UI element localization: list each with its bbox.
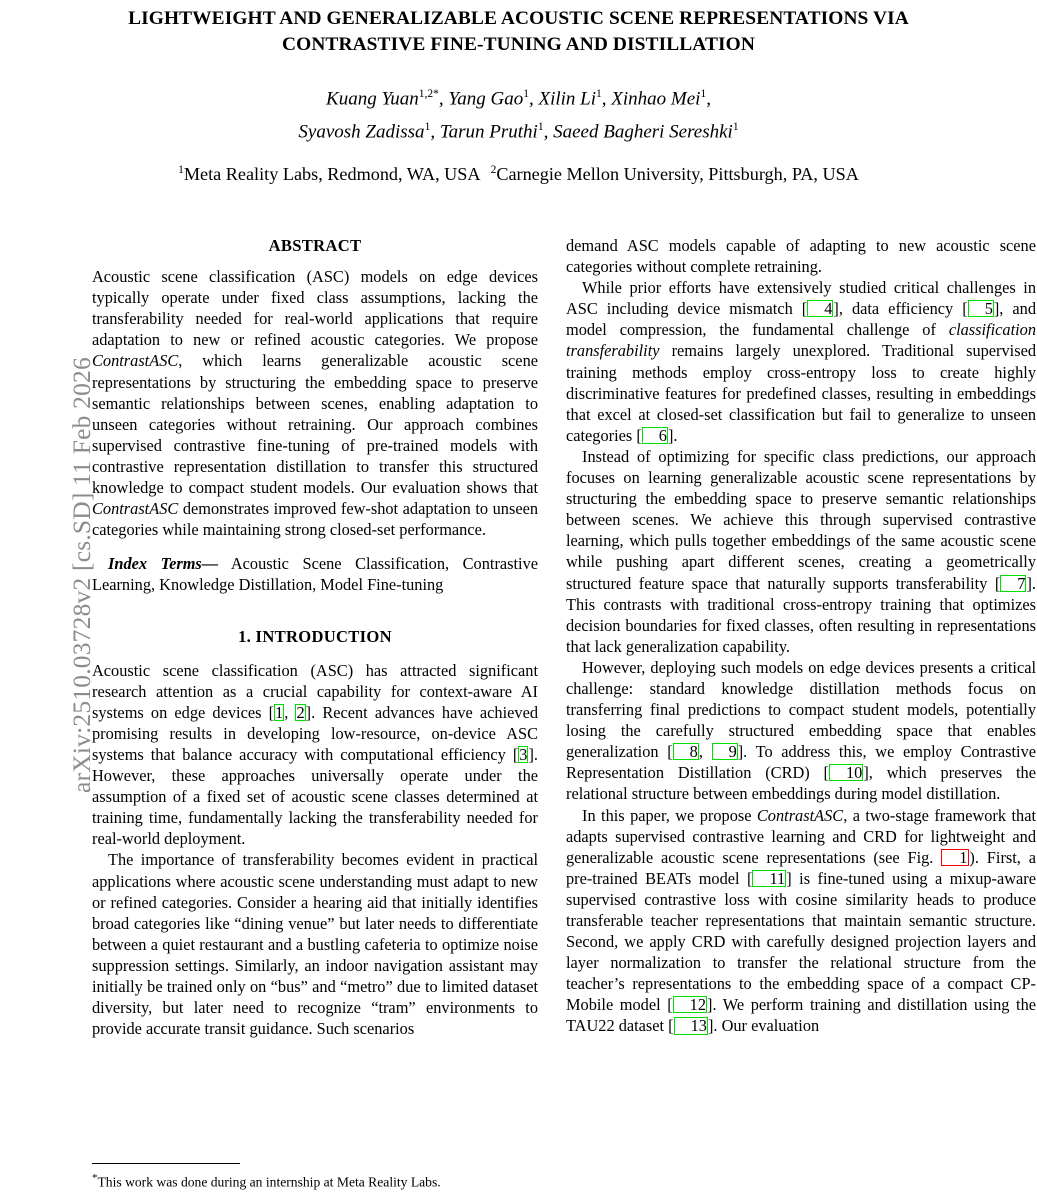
intro-p6-d: ], which preserves the relational structure between embeddings during model distillation. xyxy=(566,763,1036,804)
author-syavosh-zadissa: Syavosh Zadissa xyxy=(298,121,425,143)
intro-p7-e: ]. We perform training and distillation using the TAU22 dataset [ xyxy=(566,995,1036,1036)
paper-title-line1: LIGHTWEIGHT AND GENERALIZABLE ACOUSTIC SCENE REPRESENTATIONS VIA xyxy=(128,8,909,29)
author-saeed-bagheri-sereshki-affil: 1 xyxy=(732,121,739,134)
intro-p1-d: ]. However, these approaches universally operate under the assumption of a fixed set of acoustic scene classes determined at training time, fundamentally lacking the transferability needed for real-world deployment. xyxy=(92,744,538,849)
citation-3[interactable]: 3 xyxy=(519,744,528,764)
citation-2[interactable]: 2 xyxy=(296,702,305,722)
citation-6[interactable]: 6 xyxy=(642,427,668,444)
intro-p7-f: ]. Our evaluation xyxy=(707,1016,820,1036)
author-syavosh-zadissa-affil: 1 xyxy=(424,121,431,134)
intro-p7-b: , a two-stage framework that adapts supervised contrastive learning and CRD for lightweight and generalizable acoustic scene representations (see Fig. xyxy=(566,805,1036,867)
intro-p4-c: ], and model compression, the fundamental challenge of xyxy=(566,299,1037,340)
arxiv-stamp: arXiv:2510.03728v2 [cs.SD] 11 Feb 2026 xyxy=(67,357,96,793)
citation-9[interactable]: 9 xyxy=(712,743,738,760)
author-line1-comma: , xyxy=(706,88,711,110)
intro-p7-d: ] is fine-tuned using a mixup-aware supervised contrastive loss with cosine similarity heads to produce transferable teacher representations that maintain semantic structure. Second, we apply CRD with carefully designed projection layers and layer normalization to transfer the relational structure from the teacher’s representations to the embedding space of a compact CP-Mobile model [ xyxy=(566,868,1036,1015)
author-kuang-yuan-affil: 1,2* xyxy=(418,88,439,100)
intro-paragraph-7 xyxy=(566,805,1036,1037)
intro-paragraph-3: demand ASC models capable of adapting to new acoustic scene categories without complete retraining. xyxy=(566,236,1036,277)
introduction-heading: 1. INTRODUCTION xyxy=(238,626,392,646)
intro-paragraph-5 xyxy=(566,446,1036,657)
citation-5[interactable]: 5 xyxy=(968,300,994,317)
citation-13[interactable]: 13 xyxy=(674,1017,708,1034)
intro-p4-a: While prior efforts have extensively studied critical challenges in ASC including device mismatch [ xyxy=(566,278,1036,319)
abstract-emph-contrastasc-2: ContrastASC xyxy=(92,499,179,519)
citation-8[interactable]: 8 xyxy=(673,743,699,760)
abstract-text-b: , which learns generalizable acoustic scene representations by structuring the embedding space to preserve semantic relationships between scenes, enabling adaptation to unseen categories without retraining. Our approach combines supervised contrastive fine-tuning of pre-trained models with contrastive representation distillation to transfer this structured knowledge to compact student models. Our evaluation shows that xyxy=(92,351,538,498)
index-terms-label: Index Terms— xyxy=(108,554,219,574)
citation-7[interactable]: 7 xyxy=(1000,575,1026,592)
author-saeed-bagheri-sereshki: , Saeed Bagheri Sereshki xyxy=(543,121,733,143)
abstract-heading: ABSTRACT xyxy=(268,236,362,255)
author-xilin-li: , Xilin Li xyxy=(528,88,597,110)
intro-p1-c: ]. Recent advances have achieved promising results in developing low-resource, on-device ASC systems that balance accuracy with computational efficiency [ xyxy=(92,702,538,764)
intro-p4-b: ], data efficiency [ xyxy=(833,299,968,319)
affiliation-2: Carnegie Mellon University, Pittsburgh, PA, USA xyxy=(496,164,859,185)
intro-paragraph-4 xyxy=(566,277,1036,446)
author-xinhao-mei: , Xinhao Mei xyxy=(601,88,701,110)
citation-10[interactable]: 10 xyxy=(829,764,863,781)
intro-paragraph-2: The importance of transferability becomes evident in practical applications where acoustic scene understanding must adapt to new or refined categories. Consider a hearing aid that initially identifies broad categories like “dining venue” but later needs to differentiate between a quiet restaurant and a bustling cafeteria to optimize noise suppression settings. Similarly, an indoor navigation assistant may initially be trained only on “bus” and “metro” due to limited dataset diversity, but later need to recognize “tram” environments to provide accurate transit guidance. Such scenarios xyxy=(92,850,538,1039)
intro-p4-e: ]. xyxy=(667,425,678,445)
intro-emph-classification-transferability: classification transferability xyxy=(566,320,1036,361)
abstract-paragraph xyxy=(92,266,538,540)
citation-12[interactable]: 12 xyxy=(673,996,707,1013)
intro-p6-b: , xyxy=(698,742,712,762)
footnote xyxy=(92,1163,538,1192)
intro-p7-c: ). First, a pre-trained BEATs model [ xyxy=(566,847,1036,888)
citation-11[interactable]: 11 xyxy=(752,870,786,887)
figure-reference-1[interactable]: 1 xyxy=(941,849,969,866)
citation-1[interactable]: 1 xyxy=(275,702,284,722)
author-kuang-yuan: Kuang Yuan xyxy=(326,88,419,110)
abstract-emph-contrastasc-1: ContrastASC xyxy=(92,351,179,371)
author-xilin-li-affil: 1 xyxy=(596,88,602,100)
intro-p5-a: Instead of optimizing for specific class predictions, our approach focuses on learning generalizable acoustic scene representations by structuring the embedding space to preserve semantic relationships between scenes. We achieve this through supervised contrastive learning, which pulls together embeddings of the same acoustic scene while pushing apart different scenes, creating a geometrically structured feature space that naturally supports transferability [ xyxy=(566,446,1036,593)
index-terms-list: Acoustic Scene Classification, Contrastive Learning, Knowledge Distillation, Model Fine-tuning xyxy=(92,554,539,595)
paper-title-line2: CONTRASTIVE FINE-TUNING AND DISTILLATION xyxy=(282,34,755,55)
intro-p7-a: In this paper, we propose xyxy=(582,805,757,825)
intro-emph-contrastasc: ContrastASC xyxy=(756,805,844,825)
abstract-text-c: demonstrates improved few-shot adaptation to unseen categories while maintaining strong closed-set performance. xyxy=(92,499,538,540)
author-line-2 xyxy=(92,113,945,146)
affiliation-1: Meta Reality Labs, Redmond, WA, USA xyxy=(183,164,481,185)
author-yang-gao: , Yang Gao xyxy=(438,88,524,110)
intro-p6-c: ]. To address this, we employ Contrastive Representation Distillation (CRD) [ xyxy=(566,742,1036,783)
footnote-line xyxy=(92,1169,538,1192)
affiliation-list xyxy=(92,158,945,186)
intro-p1-a: Acoustic scene classification (ASC) has attracted significant research attention as a crucial capability for context-aware AI systems on edge devices [ xyxy=(92,660,538,722)
intro-p5-b: ]. This contrasts with traditional cross-entropy training that optimizes decision boundaries for fixed classes, often resulting in representations that lack generalization capability. xyxy=(566,573,1036,656)
abstract-text-a: Acoustic scene classification (ASC) models on edge devices typically operate under fixed class assumptions, lacking the transferability needed for real-world applications that require adaptation to new or refined acoustic categories. We propose xyxy=(92,267,538,350)
citation-4[interactable]: 4 xyxy=(807,300,833,317)
intro-p1-b: , xyxy=(284,702,296,722)
right-column xyxy=(566,235,1036,1037)
left-column xyxy=(92,235,538,1039)
author-xinhao-mei-affil: 1 xyxy=(700,88,707,100)
author-tarun-pruthi-affil: 1 xyxy=(537,121,544,134)
affiliation-1-marker: 1 xyxy=(178,164,184,176)
intro-paragraph-6 xyxy=(566,657,1036,805)
author-yang-gao-affil: 1 xyxy=(523,88,529,100)
footnote-text: This work was done during an internship at Meta Reality Labs. xyxy=(97,1174,441,1190)
footnote-rule xyxy=(92,1163,240,1164)
footnote-marker: * xyxy=(92,1172,98,1184)
author-line-1 xyxy=(92,80,945,113)
author-tarun-pruthi: , Tarun Pruthi xyxy=(430,121,538,143)
index-terms-paragraph xyxy=(92,553,538,595)
affiliation-2-marker: 2 xyxy=(490,164,497,176)
author-list xyxy=(92,80,945,147)
title-block xyxy=(92,6,945,58)
intro-p4-d: remains largely unexplored. Traditional supervised training methods employ cross-entropy loss to create highly discriminative features for predefined classes, resulting in embeddings that excel at closed-set classification but fail to generalize to unseen categories [ xyxy=(566,341,1036,445)
intro-p6-a: However, deploying such models on edge devices presents a critical challenge: standard knowledge distillation methods focus on transferring final predictions to compact student models, potentially losing the carefully structured embedding space that enables generalization [ xyxy=(566,657,1036,762)
intro-paragraph-1 xyxy=(92,660,538,850)
